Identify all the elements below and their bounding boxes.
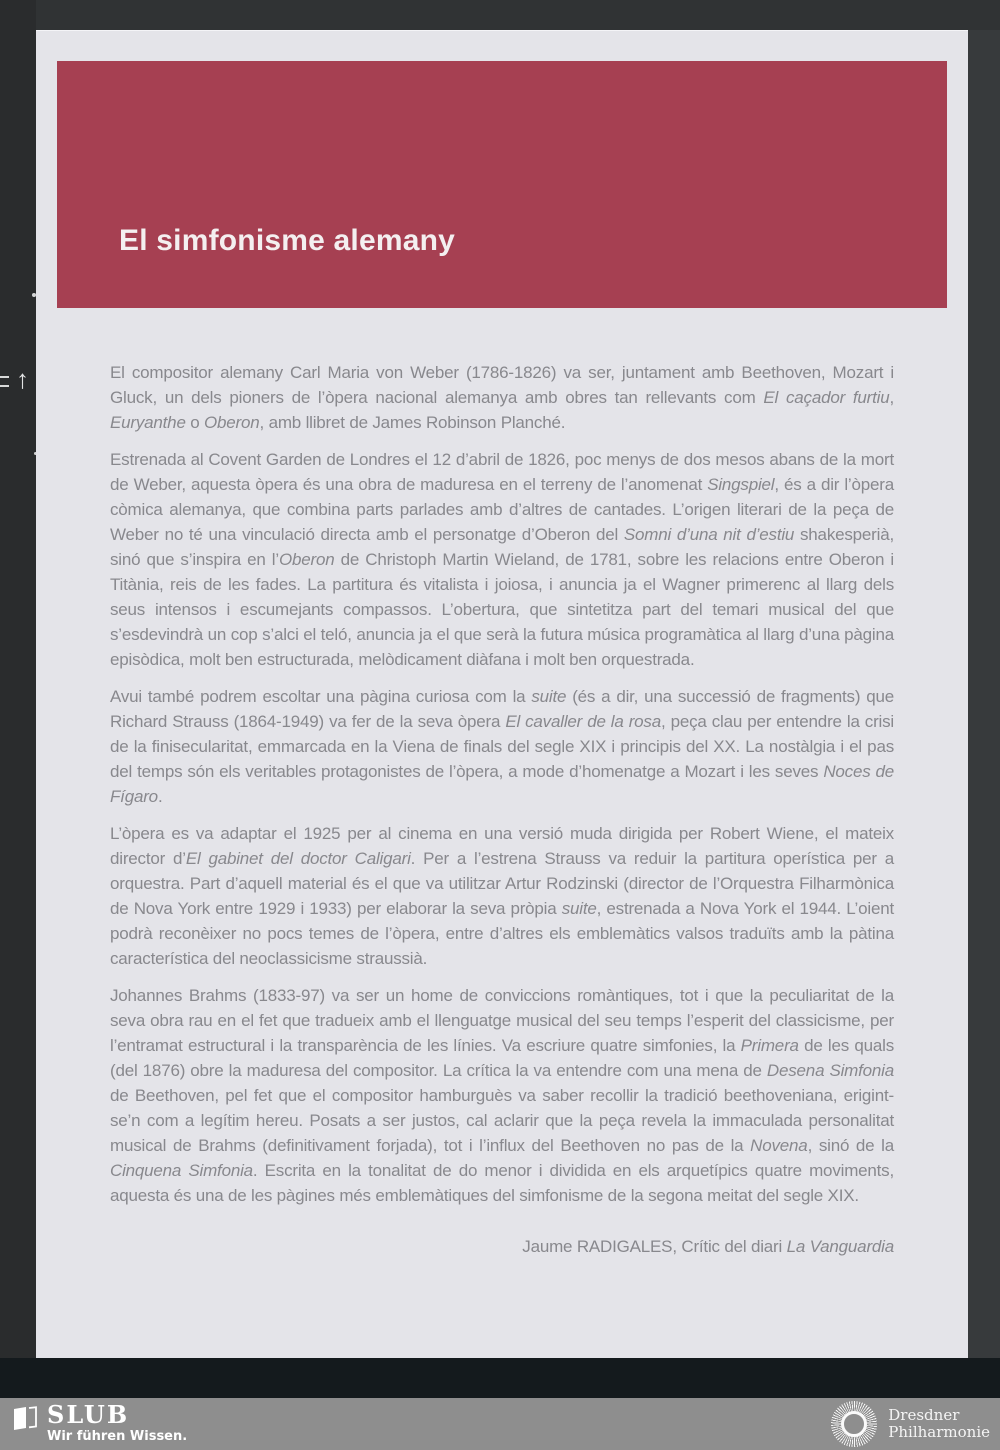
margin-mark	[0, 385, 9, 387]
philharmonie-line2: Philharmonie	[888, 1423, 990, 1441]
dresdner-philharmonie-logo[interactable]	[831, 1401, 990, 1447]
scan-background-left	[0, 0, 36, 1450]
slub-logo-text	[47, 1400, 188, 1444]
article-body	[110, 360, 894, 1271]
margin-mark	[0, 376, 9, 378]
slub-logo[interactable]	[13, 1400, 188, 1444]
viewer-footer-bar	[0, 1398, 1000, 1450]
scanned-page	[36, 30, 968, 1358]
paragraph-weber: El compositor alemany Carl Maria von Weber (1786-1826) va ser, juntament amb Beethoven, Mozart i Gluck, un dels pioners de l’òpera nacional alemanya amb obres tan rellevants com El caçador furtiu, Euryanthe o Oberon, amb llibret de James Robinson Planché.	[110, 363, 895, 432]
philharmonie-line1: Dresdner	[888, 1406, 960, 1424]
sunburst-icon	[831, 1401, 877, 1447]
slub-wordmark: SLUB	[47, 1400, 130, 1429]
byline: Jaume RADIGALES, Crític del diari La Vanguardia	[522, 1237, 894, 1256]
philharmonie-logo-text	[888, 1407, 990, 1441]
paragraph-brahms: Johannes Brahms (1833-97) va ser un home de conviccions romàntiques, tot i que la peculiaritat de la seva obra rau en el fet que tradueix amb el llenguatge musical del seu temps l’esperit del classicisme, per l’entramat estructural i la transparència de les línies. Va escriure quatre simfonies, la Primera de les quals (del 1876) obre la maduresa del compositor. La crítica la va entendre com una mena de Desena Simfonia de Beethoven, pel fet que el compositor hamburguès va saber recollir la tradició beethoveniana, erigint-se’n com a legítim hereu. Posats a ser justos, cal aclarir que la peça revela la immaculada personalitat musical de Brahms (definitivament forjada), tot i l’influx del Beethoven no pas de la Novena, sinó de la Cinquena Simfonia. Escrita en la tonalitat de do menor i dividida en els arquetípics quatre moviments, aquesta és una de les pàgines més emblemàtiques del simfonisme de la segona meitat del segle XIX.	[110, 986, 895, 1205]
slub-tagline: Wir führen Wissen.	[47, 1429, 188, 1444]
scan-background-top	[0, 0, 1000, 30]
paragraph-strauss-suite: Avui també podrem escoltar una pàgina curiosa com la suite (és a dir, una successió de fragments) que Richard Strauss (1864-1949) va fer de la seva òpera El cavaller de la rosa, peça clau per entendre la crisi de la finisecularitat, emmarcada en la Viena de finals del segle XIX i principis del XX. La nostàlgia i el pas del temps són els veritables protagonistes de l’òpera, a mode d’homenatge a Mozart i les seves Noces de Fígaro.	[110, 687, 895, 806]
page-title: El simfonisme alemany	[119, 224, 456, 257]
scan-background-bottom	[0, 1358, 1000, 1398]
margin-arrow-icon: ↑	[16, 364, 29, 394]
open-book-icon	[13, 1405, 38, 1432]
paragraph-rodzinski: L’òpera es va adaptar el 1925 per al cinema en una versió muda dirigida per Robert Wiene, el mateix director d’El gabinet del doctor Caligari. Per a l’estrena Strauss va reduir la partitura operística per a orquestra. Part d’aquell material és el que va utilitzar Artur Rodzinski (director de l’Orquestra Filharmònica de Nova York entre 1929 i 1933) per elaborar la seva pròpia suite, estrenada a Nova York el 1944. L’oient podrà reconèixer no pocs temes de l’òpera, entre d’altres els emblemàtics valsos traduïts amb la pàtina característica del neoclassicisme straussià.	[110, 824, 894, 968]
paragraph-oberon: Estrenada al Covent Garden de Londres el 12 d’abril de 1826, poc menys de dos mesos abans de la mort de Weber, aquesta òpera és una obra de maduresa en el terreny de l’anomenat Singspiel, és a dir l’òpera còmica alemanya, que combina parts parlades amb d’altres de cantades. L’origen literari de la peça de Weber no té una vinculació directa amb el personatge d’Oberon del Somni d’una nit d’estiu shakesperià, sinó que s’inspira en l’Oberon de Christoph Martin Wieland, de 1781, sobre les relacions entre Oberon i Titània, reis de les fades. La partitura és vitalista i joiosa, i anuncia ja el Wagner primerenc al llarg dels seus intensos i escumejants compassos. L’obertura, que sintetitza part del temari musical del que s’esdevindrà un cop s’alci el teló, anuncia ja el que serà la futura música programàtica al llarg d’una pàgina episòdica, molt ben estructurada, melòdicament diàfana i molt ben orquestrada.	[110, 450, 894, 669]
section-header-band	[57, 61, 947, 308]
